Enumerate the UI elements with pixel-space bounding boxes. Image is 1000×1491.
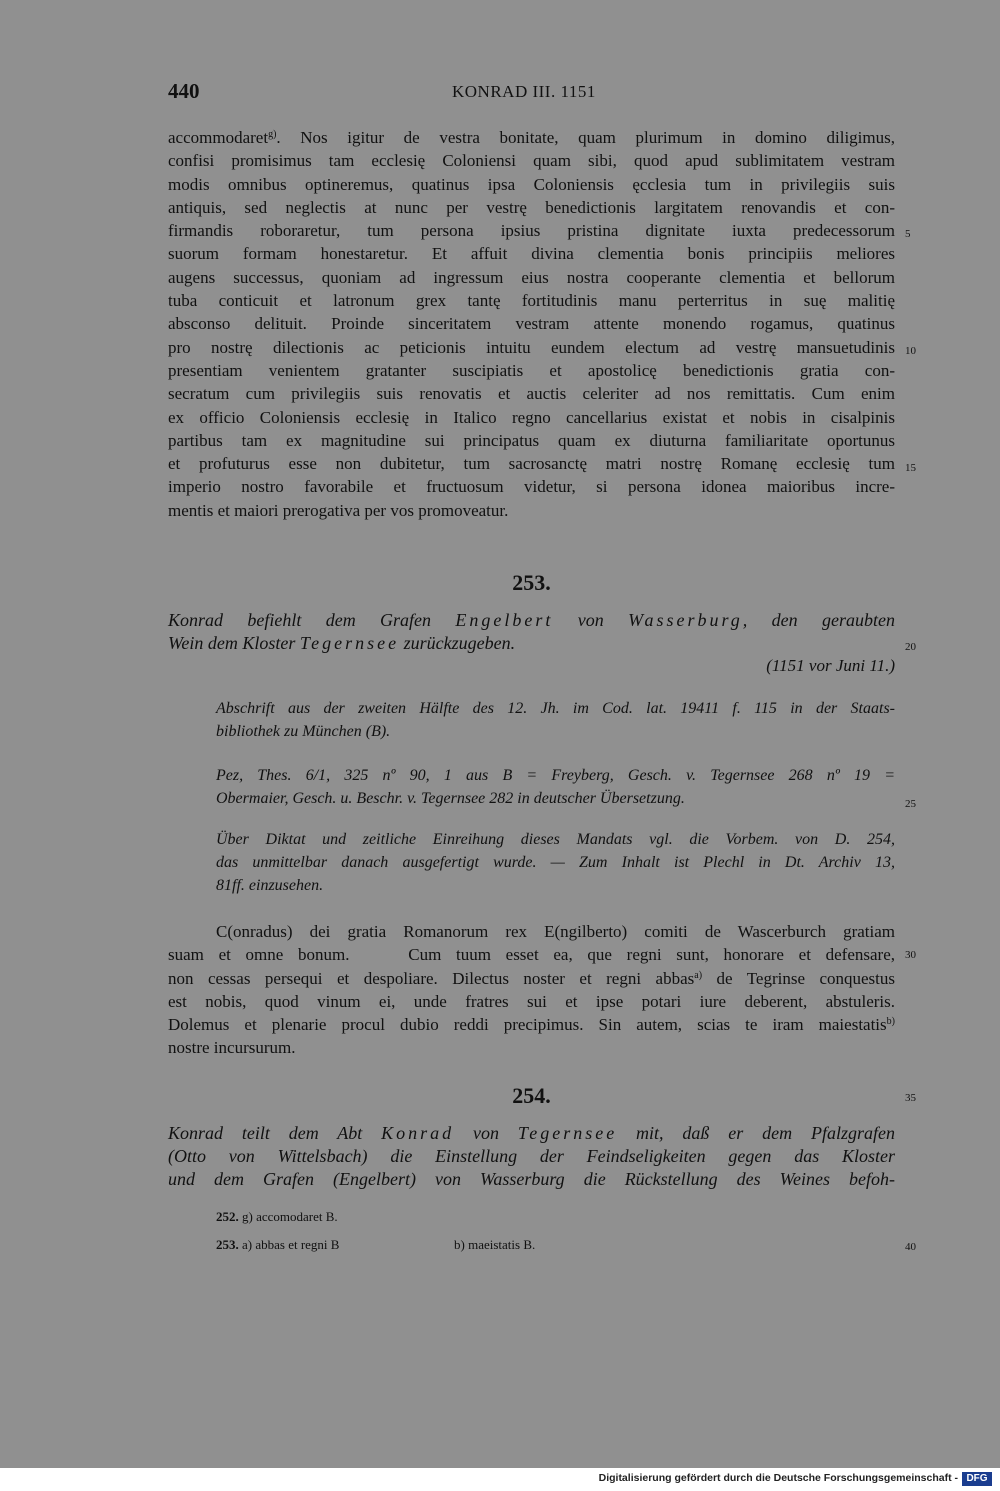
line-marker: 30	[905, 949, 916, 961]
doc253-date: (1151 vor Juni 11.)	[766, 656, 895, 675]
text-line: presentiam venientem gratanter suscipiatis et apostolicę benedictionis gratia con-	[168, 360, 895, 380]
text-line: confisi promisimus tam ecclesię Coloniensi quam sibi, quod apud sublimitatem vestram	[168, 151, 895, 171]
text-line: mentis et maiori prerogativa per vos promoveatur.	[168, 500, 509, 520]
line-marker: 10	[905, 345, 916, 357]
doc253-text	[168, 920, 895, 1060]
doc254-number: 254.	[512, 1083, 551, 1108]
text-line: suorum formam honestaretur. Et affuit divina clementia bonis principiis meliores	[168, 244, 895, 264]
text-line: Dolemus et plenarie procul dubio reddi precipimus. Sin autem, scias te iram maiestatis$^{b)}$	[168, 1015, 895, 1035]
doc253-commentary: Über Diktat und zeitliche Einreihung dieses Mandats vgl. die Vorbem. von D. 254, das unmittelbar danach ausgefertigt wurde. — Zum Inhalt ist Plechl in Dt. Archiv 13, 81ff. einzusehen.	[216, 831, 895, 894]
line-marker: 20	[905, 641, 916, 653]
footer-credit: Digitalisierung gefördert durch die Deutsche Forschungsgemeinschaft -	[598, 1472, 958, 1484]
footnote-252: 252. g) accomodaret B.	[216, 1209, 338, 1224]
text-line: secratum cum privilegiis suis renovatis et auctis celeriter ad nos remittatis. Cum enim	[168, 384, 895, 404]
page-number: 440	[168, 79, 200, 103]
text-line: antiquis, sed neglectis at nunc per vestrę benedictionis largitatem renovandis et con-	[168, 197, 895, 217]
text-line: est nobis, quod vinum ei, unde fratres sui et ipse potari iure deberent, abstuleris.	[168, 991, 895, 1011]
text-line: C(onradus) dei gratia Romanorum rex E(ngilberto) comiti de Wascerburch gratiam	[216, 922, 895, 941]
doc253-number: 253.	[512, 570, 551, 595]
text-line: accommodaret$^{g)}$. Nos igitur de vestra bonitate, quam plurimum in domino diligimus,	[168, 128, 895, 147]
line-marker: 5	[905, 228, 911, 240]
text-line: partibus tam ex magnitudine sui principatus quam ex diuturna familiaritate oportunus	[168, 430, 895, 450]
doc253-editions: Pez, Thes. 6/1, 325 nº 90, 1 aus B = Freyberg, Gesch. v. Tegernsee 268 nº 19 = Obermaier, Gesch. u. Beschr. v. Tegernsee 282 in deutscher Übersetzung.	[216, 767, 895, 807]
text-line: firmandis roboraretur, tum persona ipsius pristina dignitate iuxta predecessorum	[168, 221, 895, 241]
dfg-logo: DFG	[962, 1472, 992, 1486]
footnote-253: 253. a) abbas et regni B b) maeistatis B.	[216, 1237, 536, 1252]
text-line: modis omnibus optineremus, quatinus ipsa Coloniensis ęcclesia tum in privilegiis suis	[168, 174, 895, 194]
text-line: pro nostrę dilectionis ac peticionis intuitu eundem electum ad vestrę mansuetudinis	[168, 337, 895, 357]
doc253-regest: Konrad befiehlt dem Grafen Engelbert von Wasserburg, den geraubten Wein dem Kloster Tegernsee zurückzugeben.	[168, 610, 895, 653]
text-line: augens successus, quoniam ad ingressum eius nostra cooperante clementia et bellorum	[168, 267, 895, 287]
running-title: KONRAD III. 1151	[452, 82, 596, 101]
doc252-text	[168, 126, 895, 522]
text-line: non cessas persequi et despoliare. Dilectus noster et regni abbas$^{a)}$ de Tegrinse conquestus	[168, 968, 895, 988]
doc254-regest: Konrad teilt dem Abt Konrad von Tegernsee mit, daß er dem Pfalzgrafen (Otto von Wittelsbach) die Einstellung der Feindseligkeiten gegen das Kloster und dem Grafen (Engelbert) von Wasserburg die Rückstellung des Weines befoh-	[168, 1123, 895, 1189]
text-line: nostre incursurum.	[168, 1038, 296, 1058]
line-marker: 35	[905, 1092, 916, 1104]
line-marker: 15	[905, 462, 916, 474]
footer-bar	[0, 1468, 1000, 1491]
text-line: et profuturus esse non dubitetur, tum sacrosanctę matri nostrę Romanę ecclesię tum	[168, 454, 895, 474]
line-marker: 25	[905, 798, 916, 810]
text-line: tuba conticuit et latronum grex tantę fortitudinis manu perterritus in suę malitię	[168, 291, 895, 311]
text-line: absconso delituit. Proinde sinceritatem vestram attente monendo rogamus, quatinus	[168, 314, 895, 334]
text-line: suam et omne bonum. Cum tuum esset ea, que regni sunt, honorare et defensare,	[168, 945, 895, 965]
doc253-tradition: Abschrift aus der zweiten Hälfte des 12. Jh. im Cod. lat. 19411 f. 115 in der Staats- bibliothek zu München (B).	[216, 700, 895, 740]
text-line: ex officio Coloniensis ecclesię in Italico regno cancellarius existat et nobis in cisalpinis	[168, 407, 895, 427]
line-marker: 40	[905, 1241, 916, 1253]
text-line: imperio nostro favorabile et fructuosum videtur, si persona idonea maioribus incre-	[168, 477, 895, 497]
